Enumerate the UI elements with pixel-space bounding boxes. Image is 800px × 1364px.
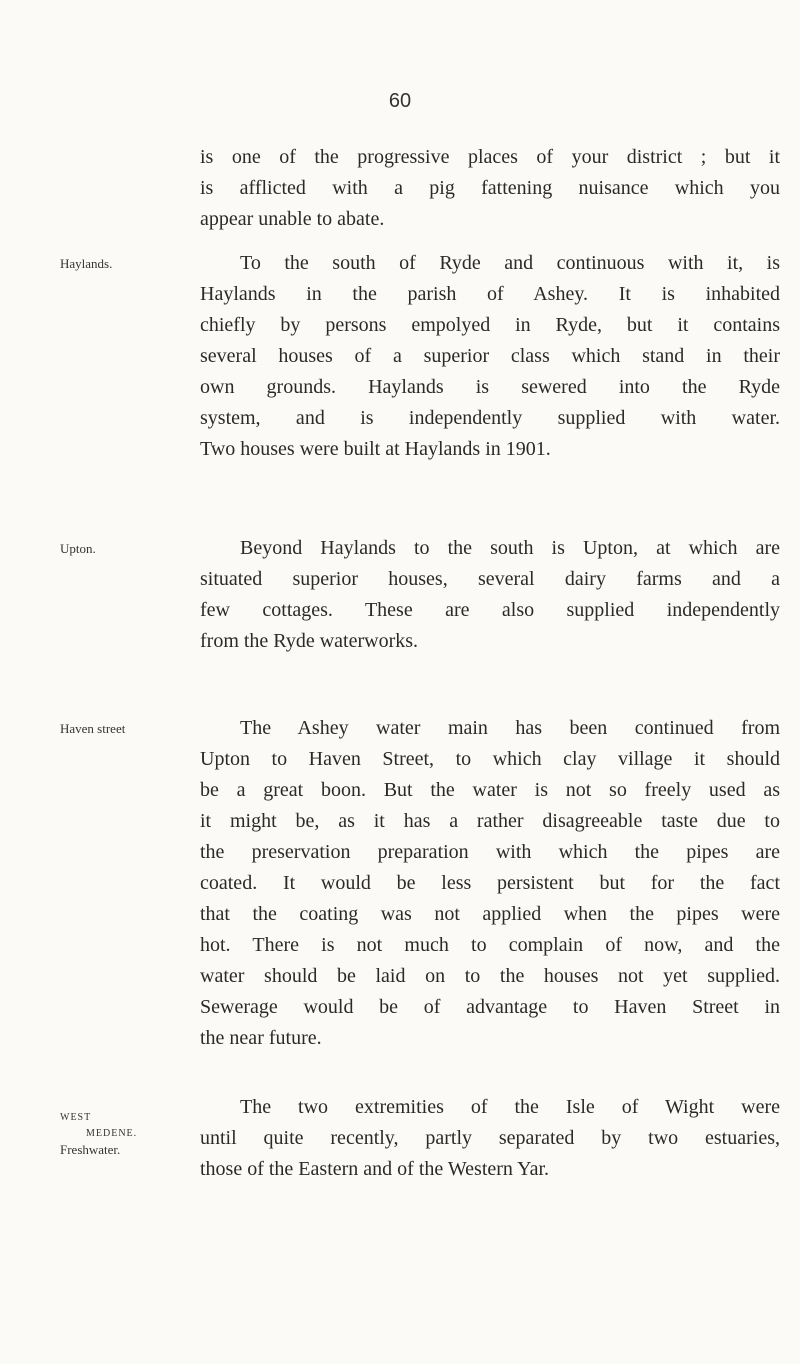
text-line: system, and is independently supplied with water. — [200, 407, 780, 429]
text-line: appear unable to abate. — [200, 208, 385, 230]
page-number: 60 — [388, 90, 412, 112]
text-line: coated. It would be less persistent but for the fact — [200, 872, 780, 894]
text-line: hot. There is not much to complain of now, and the — [200, 934, 780, 956]
paragraph-haven-street — [200, 713, 780, 1054]
margin-note-line: Freshwater. — [60, 1142, 121, 1157]
margin-note-haven-street: Haven street — [60, 721, 126, 736]
text-line: Upton to Haven Street, to which clay village it should — [200, 748, 780, 770]
margin-note-line: WEST — [60, 1112, 92, 1123]
text-line: is one of the progressive places of your district ; but it — [200, 146, 780, 168]
margin-note-upton: Upton. — [60, 541, 96, 556]
text-line: those of the Eastern and of the Western Yar. — [200, 1158, 550, 1180]
text-line: until quite recently, partly separated by two estuaries, — [200, 1127, 780, 1149]
text-line: several houses of a superior class which stand in their — [200, 345, 780, 367]
text-line: Two houses were built at Haylands in 1901. — [200, 438, 551, 460]
margin-note-west-medene — [60, 1110, 175, 1158]
text-line: Beyond Haylands to the south is Upton, at which are — [240, 537, 780, 559]
paragraph-intro — [200, 142, 780, 235]
text-line: water should be laid on to the houses not yet supplied. — [200, 965, 780, 987]
text-line: from the Ryde waterworks. — [200, 630, 419, 652]
text-line: To the south of Ryde and continuous with it, is — [240, 252, 780, 274]
text-line: is afflicted with a pig fattening nuisance which you — [200, 177, 780, 199]
paragraph-upton — [200, 533, 780, 657]
paragraph-haylands — [200, 248, 780, 465]
text-line: it might be, as it has a rather disagreeable taste due to — [200, 810, 780, 832]
text-line: that the coating was not applied when the pipes were — [200, 903, 780, 925]
paragraph-west-medene — [200, 1092, 780, 1185]
text-line: the near future. — [200, 1027, 322, 1049]
text-line: The two extremities of the Isle of Wight were — [240, 1096, 780, 1118]
margin-note-haylands: Haylands. — [60, 256, 113, 271]
text-line: chiefly by persons empolyed in Ryde, but it contains — [200, 314, 780, 336]
text-line: The Ashey water main has been continued from — [240, 717, 780, 739]
text-line: be a great boon. But the water is not so freely used as — [200, 779, 780, 801]
text-line: situated superior houses, several dairy farms and a — [200, 568, 780, 590]
text-line: own grounds. Haylands is sewered into the Ryde — [200, 376, 780, 398]
text-line: Sewerage would be of advantage to Haven Street in — [200, 996, 780, 1018]
text-line: Haylands in the parish of Ashey. It is inhabited — [200, 283, 780, 305]
text-line: the preservation preparation with which the pipes are — [200, 841, 780, 863]
margin-note-line: MEDENE. — [86, 1128, 138, 1139]
text-line: few cottages. These are also supplied independently — [200, 599, 780, 621]
